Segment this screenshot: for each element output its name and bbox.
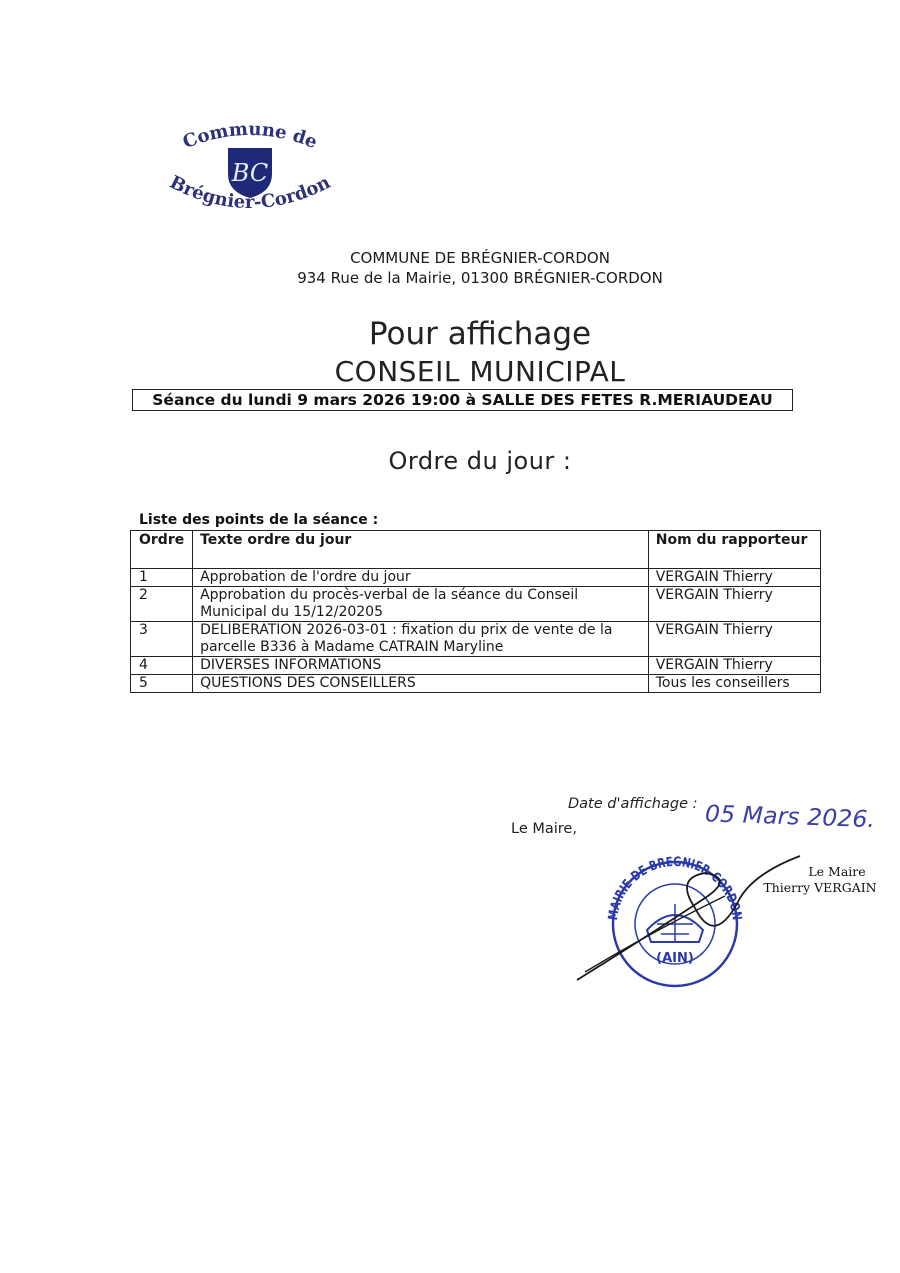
row-reporter: Tous les conseillers: [648, 675, 820, 693]
date-label: Date d'affichage :: [568, 796, 698, 812]
table-row: [131, 569, 821, 587]
table-row: [131, 675, 821, 693]
row-text: QUESTIONS DES CONSEILLERS: [193, 675, 649, 693]
row-reporter: VERGAIN Thierry: [648, 622, 820, 657]
logo-top-text: Commune de: [179, 118, 321, 154]
row-text: DIVERSES INFORMATIONS: [193, 657, 649, 675]
table-row: [131, 622, 821, 657]
agenda-table: [130, 530, 821, 693]
logo-bottom-text: Brégnier-Cordon: [166, 171, 334, 214]
handwritten-date-text: 05 Mars 2026.: [705, 801, 871, 833]
agenda-title: Ordre du jour :: [388, 447, 572, 475]
commune-logo: [150, 118, 360, 230]
svg-text:Commune de: [180, 119, 320, 153]
row-num: 5: [131, 675, 193, 693]
header-ordre: Ordre: [131, 531, 193, 569]
row-num: 1: [131, 569, 193, 587]
header-texte: Texte ordre du jour: [193, 531, 649, 569]
mayor-label: Le Maire,: [511, 821, 577, 837]
row-text: Approbation de l'ordre du jour: [193, 569, 649, 587]
table-row: [131, 587, 821, 622]
table-row: [131, 657, 821, 675]
stamp-text-top: MAIRIE DE BREGNIER-CORDON: [605, 854, 745, 924]
row-reporter: VERGAIN Thierry: [648, 569, 820, 587]
mayor-stamp-signature: [565, 838, 885, 988]
page-subtitle: CONSEIL MUNICIPAL: [334, 355, 626, 388]
logo-monogram: BC: [231, 159, 269, 187]
table-header: [131, 531, 821, 569]
row-num: 3: [131, 622, 193, 657]
row-num: 2: [131, 587, 193, 622]
printed-title: Le Maire: [808, 864, 866, 879]
shield-icon: [228, 148, 272, 198]
handwritten-date: [705, 796, 880, 838]
page-title: Pour affichage: [368, 316, 592, 352]
seance-box: Séance du lundi 9 mars 2026 19:00 à SALLE DES FETES R.MERIAUDEAU: [132, 389, 793, 411]
row-reporter: VERGAIN Thierry: [648, 657, 820, 675]
commune-name: COMMUNE DE BRÉGNIER-CORDON: [350, 249, 610, 267]
agenda-list-caption: Liste des points de la séance :: [139, 512, 379, 528]
commune-address: 934 Rue de la Mairie, 01300 BRÉGNIER-CORDON: [297, 269, 663, 287]
stamp-icon: [606, 855, 744, 986]
row-text: Approbation du procès-verbal de la séance du Conseil Municipal du 15/12/20205: [193, 587, 649, 622]
stamp-text-bottom: (AIN): [656, 951, 694, 966]
row-reporter: VERGAIN Thierry: [648, 587, 820, 622]
printed-name: Thierry VERGAIN: [763, 880, 877, 895]
row-num: 4: [131, 657, 193, 675]
row-text: DELIBERATION 2026-03-01 : fixation du prix de vente de la parcelle B336 à Madame CATRAIN Maryline: [193, 622, 649, 657]
header-rapporteur: Nom du rapporteur: [648, 531, 820, 569]
